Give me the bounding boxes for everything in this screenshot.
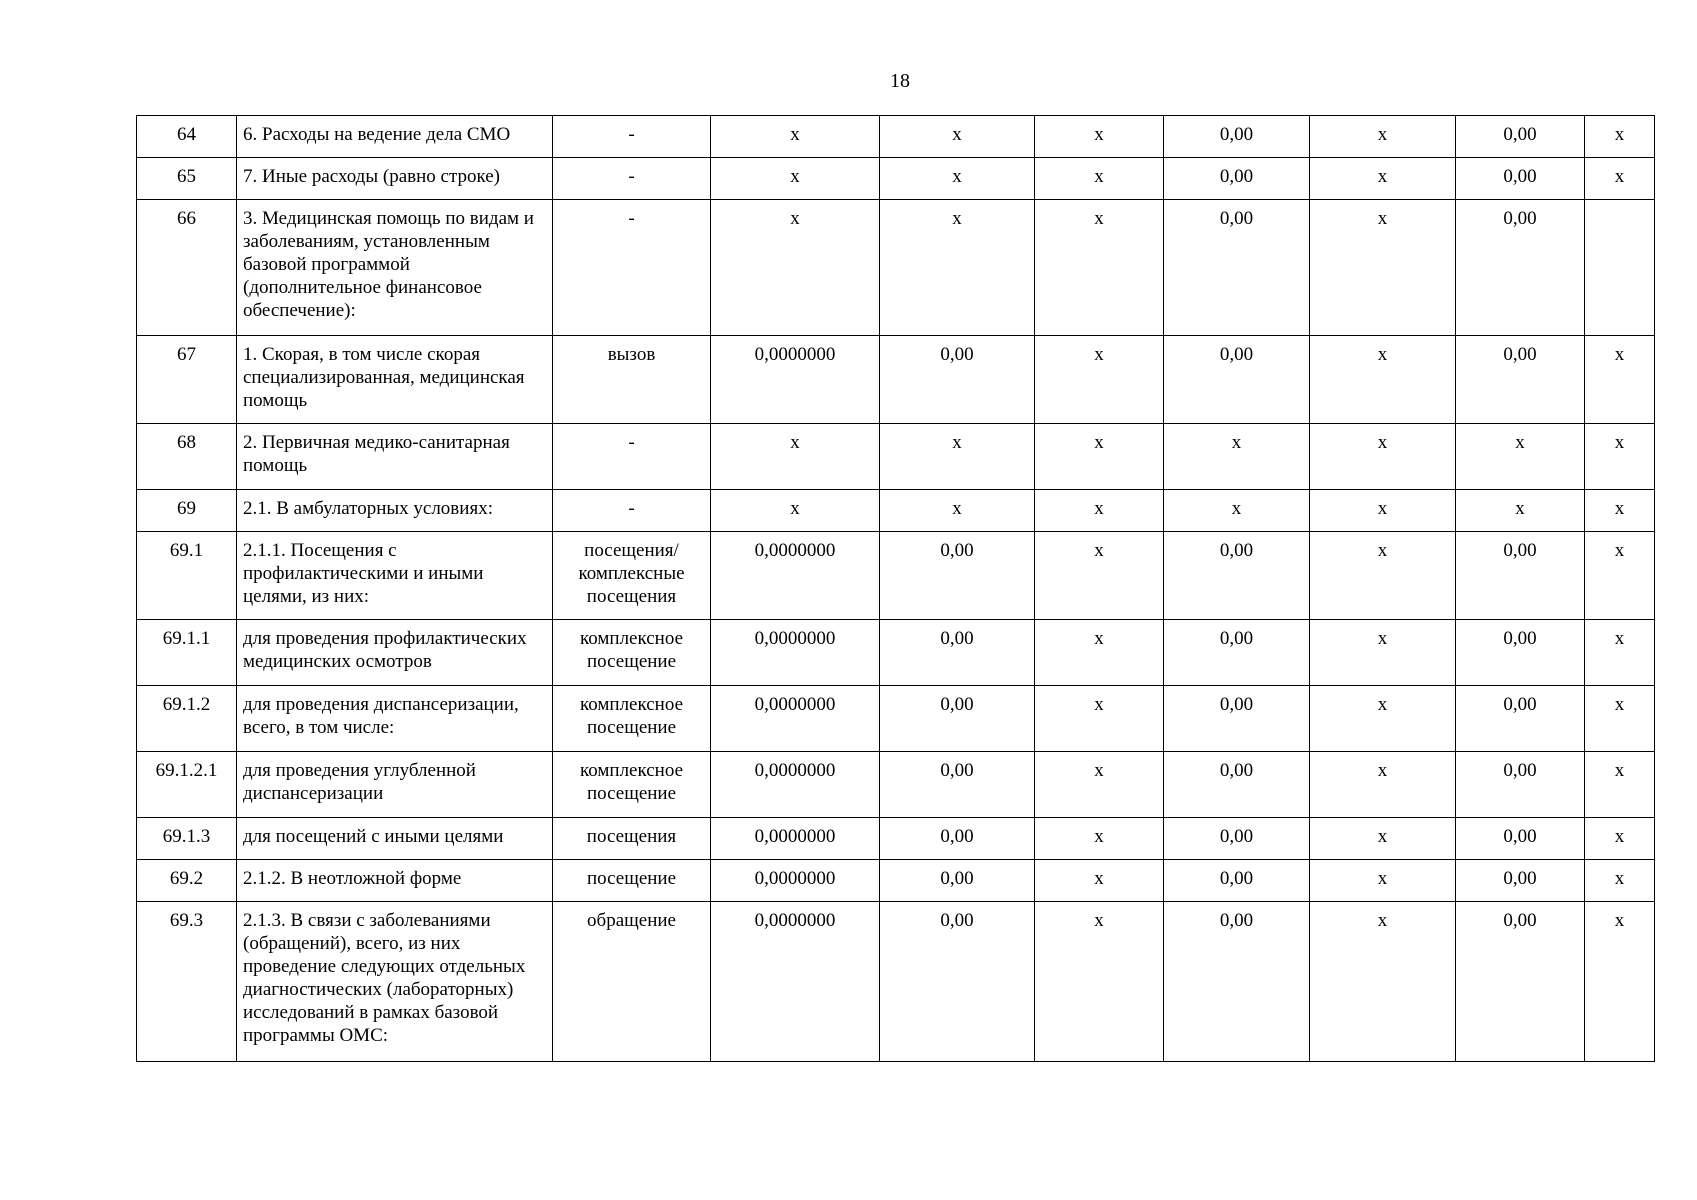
row-name-cell: 3. Медицинская помощь по видам и заболеваниям, установленным базовой программой (дополнительное финансовое обеспечение): xyxy=(237,200,553,336)
value-cell: х xyxy=(711,116,880,158)
value-cell: х xyxy=(1310,686,1456,752)
table-row xyxy=(137,620,1655,686)
row-unit-cell: посещения xyxy=(553,818,711,860)
table-row xyxy=(137,116,1655,158)
page-number: 18 xyxy=(890,70,910,92)
value-cell: х xyxy=(1310,158,1456,200)
row-unit-cell: - xyxy=(553,200,711,336)
value-cell: х xyxy=(1310,200,1456,336)
row-unit-cell: - xyxy=(553,158,711,200)
value-cell: х xyxy=(880,490,1035,532)
row-unit-cell: посещения/ комплексные посещения xyxy=(553,532,711,620)
row-name-cell: 2.1.3. В связи с заболеваниями (обращений), всего, из них проведение следующих отдельных диагностических (лабораторных) исследований в рамках базовой программы ОМС: xyxy=(237,902,553,1062)
row-number-cell: 66 xyxy=(137,200,237,336)
data-table xyxy=(136,115,1655,1062)
row-number-cell: 69.1 xyxy=(137,532,237,620)
value-cell: 0,00 xyxy=(1456,902,1585,1062)
value-cell: 0,0000000 xyxy=(711,532,880,620)
row-number-cell: 69.3 xyxy=(137,902,237,1062)
value-cell: 0,00 xyxy=(1164,902,1310,1062)
value-cell: х xyxy=(711,490,880,532)
value-cell: х xyxy=(1035,336,1164,424)
row-name-cell: 7. Иные расходы (равно строке) xyxy=(237,158,553,200)
row-number-cell: 69.1.1 xyxy=(137,620,237,686)
value-cell: 0,0000000 xyxy=(711,336,880,424)
row-number-cell: 69 xyxy=(137,490,237,532)
value-cell: 0,00 xyxy=(880,620,1035,686)
value-cell: х xyxy=(1585,902,1655,1062)
value-cell: х xyxy=(1035,200,1164,336)
value-cell: х xyxy=(711,200,880,336)
table-row xyxy=(137,532,1655,620)
value-cell: х xyxy=(880,116,1035,158)
value-cell: х xyxy=(1310,620,1456,686)
value-cell: 0,00 xyxy=(1456,158,1585,200)
row-number-cell: 65 xyxy=(137,158,237,200)
value-cell: 0,00 xyxy=(1164,686,1310,752)
value-cell: 0,00 xyxy=(1164,860,1310,902)
value-cell: х xyxy=(1310,902,1456,1062)
value-cell: 0,0000000 xyxy=(711,686,880,752)
table-body xyxy=(137,116,1655,1062)
row-name-cell: 2. Первичная медико-санитарная помощь xyxy=(237,424,553,490)
value-cell: х xyxy=(1456,424,1585,490)
value-cell: 0,0000000 xyxy=(711,818,880,860)
value-cell: 0,00 xyxy=(1456,860,1585,902)
row-name-cell: для проведения углубленной диспансеризации xyxy=(237,752,553,818)
value-cell: х xyxy=(1585,336,1655,424)
table-row xyxy=(137,860,1655,902)
value-cell: х xyxy=(1585,424,1655,490)
row-number-cell: 69.2 xyxy=(137,860,237,902)
table-row xyxy=(137,818,1655,860)
value-cell: х xyxy=(1310,116,1456,158)
value-cell: х xyxy=(1310,336,1456,424)
value-cell: 0,00 xyxy=(1164,752,1310,818)
value-cell: 0,00 xyxy=(880,752,1035,818)
value-cell: х xyxy=(1035,686,1164,752)
value-cell: 0,00 xyxy=(1164,620,1310,686)
row-name-cell: для проведения диспансеризации, всего, в том числе: xyxy=(237,686,553,752)
value-cell: 0,00 xyxy=(880,686,1035,752)
value-cell: х xyxy=(1585,116,1655,158)
value-cell: 0,00 xyxy=(880,860,1035,902)
table-row xyxy=(137,752,1655,818)
row-unit-cell: - xyxy=(553,424,711,490)
row-unit-cell: посещение xyxy=(553,860,711,902)
row-number-cell: 67 xyxy=(137,336,237,424)
value-cell: 0,00 xyxy=(1456,818,1585,860)
value-cell: 0,00 xyxy=(880,336,1035,424)
value-cell: х xyxy=(1164,490,1310,532)
value-cell: х xyxy=(711,158,880,200)
value-cell: 0,00 xyxy=(1164,336,1310,424)
value-cell: х xyxy=(880,158,1035,200)
value-cell: 0,00 xyxy=(1456,116,1585,158)
value-cell: х xyxy=(1035,620,1164,686)
value-cell: 0,0000000 xyxy=(711,620,880,686)
row-name-cell: 2.1.2. В неотложной форме xyxy=(237,860,553,902)
table-row xyxy=(137,336,1655,424)
value-cell: 0,00 xyxy=(1456,336,1585,424)
value-cell: х xyxy=(1310,424,1456,490)
row-unit-cell: комплексное посещение xyxy=(553,686,711,752)
value-cell: 0,00 xyxy=(1456,752,1585,818)
value-cell: 0,00 xyxy=(1164,200,1310,336)
value-cell: 0,00 xyxy=(1456,686,1585,752)
value-cell: х xyxy=(1310,818,1456,860)
value-cell: х xyxy=(1585,532,1655,620)
value-cell: х xyxy=(1310,860,1456,902)
value-cell: х xyxy=(1585,860,1655,902)
row-unit-cell: комплексное посещение xyxy=(553,752,711,818)
value-cell: 0,00 xyxy=(1164,158,1310,200)
row-unit-cell: - xyxy=(553,490,711,532)
row-number-cell: 64 xyxy=(137,116,237,158)
value-cell: 0,00 xyxy=(880,902,1035,1062)
row-number-cell: 69.1.2 xyxy=(137,686,237,752)
table-row xyxy=(137,424,1655,490)
value-cell: 0,00 xyxy=(1456,532,1585,620)
value-cell: 0,00 xyxy=(880,532,1035,620)
table-row xyxy=(137,490,1655,532)
value-cell: 0,00 xyxy=(1456,620,1585,686)
value-cell: х xyxy=(1035,902,1164,1062)
row-name-cell: 2.1. В амбулаторных условиях: xyxy=(237,490,553,532)
value-cell: х xyxy=(1035,116,1164,158)
row-number-cell: 68 xyxy=(137,424,237,490)
row-unit-cell: вызов xyxy=(553,336,711,424)
value-cell: х xyxy=(1456,490,1585,532)
value-cell: х xyxy=(1585,686,1655,752)
value-cell: 0,00 xyxy=(1164,818,1310,860)
value-cell: х xyxy=(1164,424,1310,490)
value-cell: х xyxy=(1585,490,1655,532)
value-cell: х xyxy=(1585,752,1655,818)
value-cell: х xyxy=(1035,424,1164,490)
table-row xyxy=(137,158,1655,200)
row-name-cell: для проведения профилактических медицинских осмотров xyxy=(237,620,553,686)
value-cell: х xyxy=(1310,752,1456,818)
value-cell: х xyxy=(880,424,1035,490)
value-cell: 0,00 xyxy=(1456,200,1585,336)
value-cell: х xyxy=(1585,620,1655,686)
value-cell: 0,0000000 xyxy=(711,752,880,818)
table-row xyxy=(137,686,1655,752)
row-name-cell: 6. Расходы на ведение дела СМО xyxy=(237,116,553,158)
row-name-cell: для посещений с иными целями xyxy=(237,818,553,860)
value-cell xyxy=(1585,200,1655,336)
value-cell: х xyxy=(1035,752,1164,818)
value-cell: х xyxy=(1035,818,1164,860)
value-cell: х xyxy=(1310,532,1456,620)
value-cell: х xyxy=(1035,532,1164,620)
value-cell: х xyxy=(1035,860,1164,902)
value-cell: х xyxy=(711,424,880,490)
table-row xyxy=(137,200,1655,336)
value-cell: 0,0000000 xyxy=(711,860,880,902)
value-cell: 0,00 xyxy=(1164,532,1310,620)
value-cell: х xyxy=(1035,490,1164,532)
value-cell: х xyxy=(1035,158,1164,200)
row-number-cell: 69.1.2.1 xyxy=(137,752,237,818)
row-unit-cell: комплексное посещение xyxy=(553,620,711,686)
value-cell: х xyxy=(1585,818,1655,860)
row-number-cell: 69.1.3 xyxy=(137,818,237,860)
value-cell: х xyxy=(880,200,1035,336)
row-unit-cell: обращение xyxy=(553,902,711,1062)
value-cell: 0,00 xyxy=(880,818,1035,860)
value-cell: 0,00 xyxy=(1164,116,1310,158)
row-name-cell: 1. Скорая, в том числе скорая специализированная, медицинская помощь xyxy=(237,336,553,424)
value-cell: 0,0000000 xyxy=(711,902,880,1062)
row-name-cell: 2.1.1. Посещения с профилактическими и иными целями, из них: xyxy=(237,532,553,620)
table-row xyxy=(137,902,1655,1062)
value-cell: х xyxy=(1310,490,1456,532)
value-cell: х xyxy=(1585,158,1655,200)
row-unit-cell: - xyxy=(553,116,711,158)
